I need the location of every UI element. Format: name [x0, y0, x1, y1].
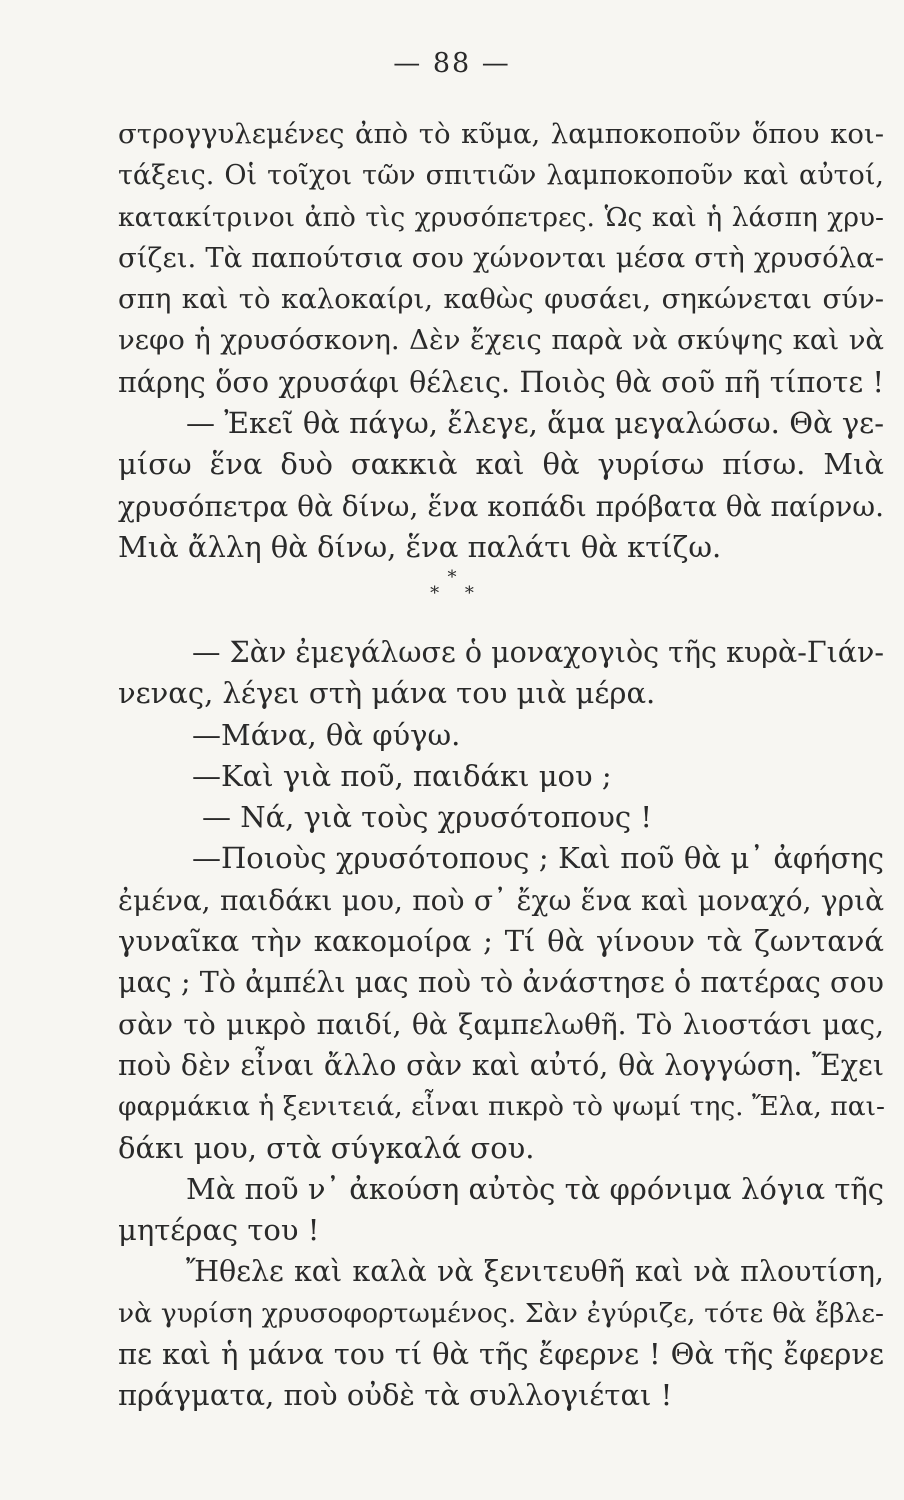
text-line: πάρης ὅσο χρυσάφι θέλεις. Ποιὸς θὰ σοῦ πῆ τίποτε ! [118, 365, 884, 399]
text-line: — Νά, γιὰ τοὺς χρυσότοπους ! [202, 800, 652, 835]
text-line: κατακίτρινοι ἀπὸ τὶς χρυσόπετρες. Ὡς καὶ ἡ λάσπη χρυ- [118, 201, 884, 233]
asterism-top: * [447, 567, 457, 588]
text-line: νὰ γυρίση χρυσοφορτωμένος. Σὰν ἐγύριζε, τότε θὰ ἔβλε- [118, 1297, 884, 1329]
text-line: σίζει. Τὰ παπούτσια σου χώνονται μέσα στὴ χρυσόλα- [118, 241, 884, 274]
paragraph-block-1 [118, 114, 884, 568]
text-line: σὰν τὸ μικρὸ παιδί, θὰ ξαμπελωθῆ. Τὸ λιοστάσι μας, [118, 1007, 884, 1041]
paragraph-block-2 [118, 632, 884, 1417]
text-line: Μιὰ ἄλλη θὰ δίνω, ἕνα παλάτι θὰ κτίζω. [118, 529, 722, 564]
text-line: γυναῖκα τὴν κακομοίρα ; Τί θὰ γίνουν τὰ ζωντανά [118, 924, 884, 959]
section-divider-asterism [0, 567, 904, 604]
text-line: χρυσόπετρα θὰ δίνω, ἕνα κοπάδι πρόβατα θὰ παίρνω. [118, 489, 884, 523]
text-line: σπη καὶ τὸ καλοκαίρι, καθὼς φυσάει, σηκώνεται σύν- [118, 283, 884, 316]
text-line: ποὺ δὲν εἶναι ἄλλο σὰν καὶ αὐτό, θὰ λογγώση. Ἔχει [118, 1048, 884, 1082]
asterism-bottom: * * [430, 583, 484, 604]
text-line: νεφο ἡ χρυσόσκονη. Δὲν ἔχεις παρὰ νὰ σκύψης καὶ νὰ [118, 324, 884, 357]
page-number: — 88 — [393, 48, 511, 79]
text-line: πράγματα, ποὺ οὐδὲ τὰ συλλογιέται ! [118, 1378, 673, 1413]
text-line: ἐμένα, παιδάκι μου, ποὺ σ᾽ ἔχω ἕνα καὶ μοναχό, γριὰ [118, 883, 884, 917]
text-line: στρογγυλεμένες ἀπὸ τὸ κῦμα, λαμποκοποῦν ὅπου κοι- [118, 118, 884, 150]
text-line: νενας, λέγει στὴ μάνα του μιὰ μέρα. [118, 676, 656, 711]
text-line: —Μάνα, θὰ φύγω. [192, 717, 461, 752]
text-line: —Ποιοὺς χρυσότοπους ; Καὶ ποῦ θὰ μ᾽ ἀφήσης [192, 841, 884, 876]
text-line: Ἤθελε καὶ καλὰ νὰ ξενιτευθῆ καὶ νὰ πλουτίση, [186, 1255, 884, 1289]
text-line: μίσω ἕνα δυὸ σακκιὰ καὶ θὰ γυρίσω πίσω. Μιὰ [118, 447, 884, 482]
text-line: φαρμάκια ἡ ξενιτειά, εἶναι πικρὸ τὸ ψωμί της. Ἔλα, παι- [118, 1091, 885, 1123]
text-line: Μὰ ποῦ ν᾽ ἀκούση αὐτὸς τὰ φρόνιμα λόγια τῆς [186, 1171, 884, 1206]
text-line: μητέρας του ! [118, 1213, 320, 1248]
text-line: πε καὶ ἡ μάνα του τί θὰ τῆς ἔφερνε ! Θὰ τῆς ἔφερνε [118, 1337, 884, 1372]
text-line: τάξεις. Οἱ τοῖχοι τῶν σπιτιῶν λαμποκοποῦν καὶ αὐτοί, [118, 160, 884, 192]
text-line: — Ἐκεῖ θὰ πάγω, ἔλεγε, ἅμα μεγαλώσω. Θὰ γε- [186, 406, 884, 441]
text-line: — Σὰν ἐμεγάλωσε ὁ μοναχογιὸς τῆς κυρὰ-Γιάν- [192, 636, 884, 669]
text-line: μας ; Τὸ ἀμπέλι μας ποὺ τὸ ἀνάστησε ὁ πατέρας σου [118, 966, 884, 1000]
text-line: δάκι μου, στὰ σύγκαλά σου. [118, 1130, 535, 1165]
text-line: —Καὶ γιὰ ποῦ, παιδάκι μου ; [192, 758, 612, 793]
